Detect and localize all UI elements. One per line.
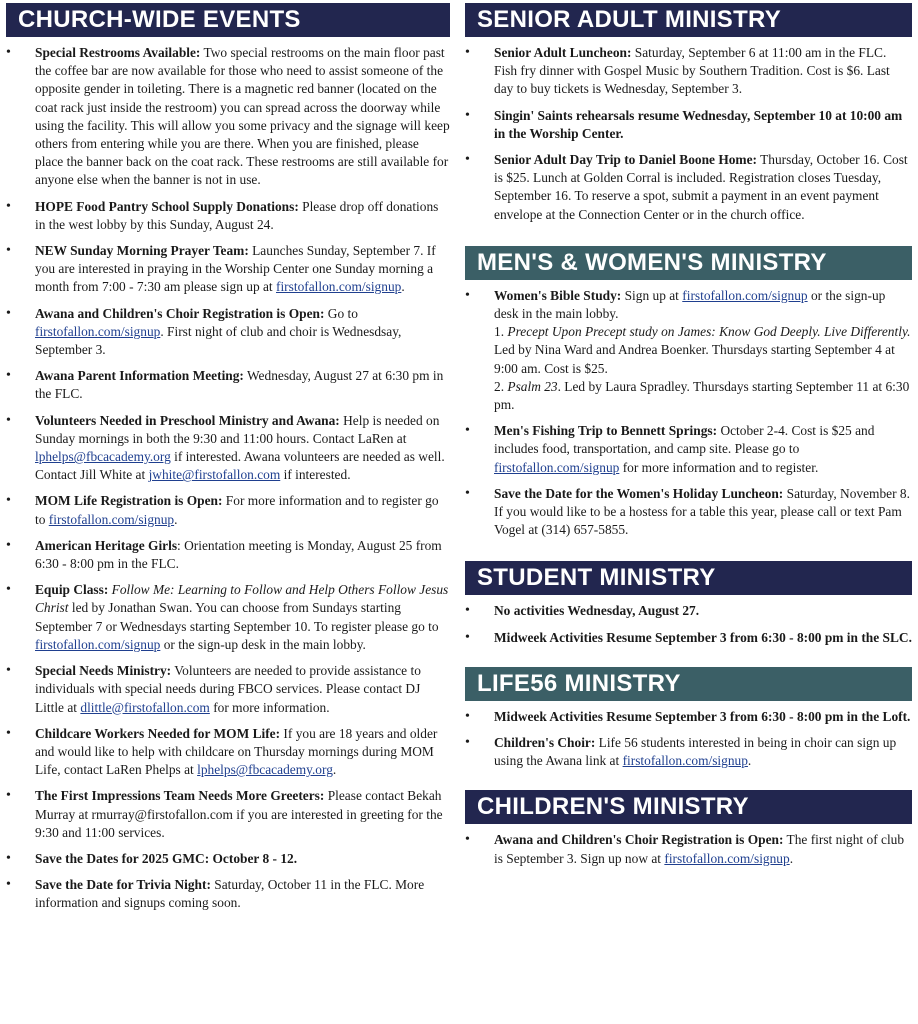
list-item: • Save the Date for Trivia Night: Saturday, October 11 in the FLC. More information and signups coming soon. <box>6 876 450 912</box>
list-item: • Equip Class: Follow Me: Learning to Follow and Help Others Follow Jesus Christ led by Jonathan Swan. You can choose from Sundays starting September 7 or Wednesdays starting September 10. To register please go to firstofallon.com/signup or the sign-up desk in the main lobby. <box>6 581 450 654</box>
list-item: • Singin' Saints rehearsals resume Wednesday, September 10 at 10:00 am in the Worship Center. <box>465 107 912 143</box>
list-item: • Special Needs Ministry: Volunteers are needed to provide assistance to individuals with special needs during FBCO services. Please contact DJ Little at dlittle@firstofallon.com for more information. <box>6 662 450 717</box>
list-item: • Men's Fishing Trip to Bennett Springs: October 2-4. Cost is $25 and includes food, transportation, and camp site. Please go to firstofallon.com/signup for more information and to register. <box>465 422 912 477</box>
list-item: • Awana and Children's Choir Registration is Open: Go to firstofallon.com/signup. First night of club and choir is Wednesdsay, September 3. <box>6 305 450 360</box>
student-list <box>465 602 912 646</box>
church-wide-events-header: CHURCH-WIDE EVENTS <box>6 3 450 37</box>
mens-womens-list <box>465 287 912 540</box>
list-item: • Childcare Workers Needed for MOM Life: If you are 18 years and older and would like to help with childcare on Thursday mornings during MOM Life, contact LaRen Phelps at lphelps@fbcacademy.org. <box>6 725 450 780</box>
list-item: • Midweek Activities Resume September 3 from 6:30 - 8:00 pm in the Loft. <box>465 708 912 726</box>
signup-link[interactable]: firstofallon.com/signup <box>48 511 175 527</box>
senior-adult-ministry-header: SENIOR ADULT MINISTRY <box>465 3 912 37</box>
childrens-list <box>465 831 912 867</box>
life56-ministry-header: LIFE56 MINISTRY <box>465 667 912 701</box>
church-wide-events-list <box>6 44 450 913</box>
list-item: • Special Restrooms Available: Two special restrooms on the main floor past the coffee bar are now available for those who need to assist someone of the opposite gender in toileting. There is a magnetic red banner (located on the coat rack just inside the restroom) you can spread across the doorway while using the facility. This will allow you some privacy and the signage will keep others from entering while you are there. When you are finished, please place the banner back on the coat rack. These restrooms are still available for anyone else when the banner is not in use. <box>6 44 450 190</box>
list-item: • Volunteers Needed in Preschool Ministry and Awana: Help is needed on Sunday mornings in both the 9:30 and 11:00 hours. Contact LaRen at lphelps@fbcacademy.org if interested. Awana volunteers are needed as well. Contact Jill White at jwhite@firstofallon.com if interested. <box>6 412 450 485</box>
signup-link[interactable]: firstofallon.com/signup <box>664 850 790 866</box>
list-item: • Senior Adult Day Trip to Daniel Boone Home: Thursday, October 16. Cost is $25. Lunch at Golden Corral is included. Registration closes Tuesday, September 16. To reserve a spot, submit a payment in an event payment envelope at the Connection Center or in the church office. <box>465 151 912 224</box>
list-item: • Senior Adult Luncheon: Saturday, September 6 at 11:00 am in the FLC. Fish fry dinner with Gospel Music by Southern Tradition. Cost is $6. Last day to buy tickets is Wednesday, September 3. <box>465 44 912 99</box>
senior-adult-list <box>465 44 912 224</box>
list-item: • MOM Life Registration is Open: For more information and to register go to firstofallon.com/signup. <box>6 492 450 528</box>
email-link-dlittle[interactable]: dlittle@firstofallon.com <box>80 699 210 715</box>
ministries-column <box>465 3 912 868</box>
signup-link[interactable]: firstofallon.com/signup <box>35 323 161 339</box>
list-item: • Children's Choir: Life 56 students interested in being in choir can sign up using the Awana link at firstofallon.com/signup. <box>465 734 912 770</box>
life56-list <box>465 708 912 771</box>
email-link-lphelps[interactable]: lphelps@fbcacademy.org <box>197 762 333 778</box>
email-link-lphelps[interactable]: lphelps@fbcacademy.org <box>35 449 171 465</box>
signup-link[interactable]: firstofallon.com/signup <box>35 636 161 652</box>
list-item: • Save the Date for the Women's Holiday Luncheon: Saturday, November 8. If you would like to be a hostess for a table this year, please call or text Pam Vogel at (314) 657-5855. <box>465 485 912 540</box>
email-link-jwhite[interactable]: jwhite@firstofallon.com <box>148 467 281 483</box>
signup-link[interactable]: firstofallon.com/signup <box>622 753 748 769</box>
list-item: • Awana and Children's Choir Registration is Open: The first night of club is September 3. Sign up now at firstofallon.com/signup. <box>465 831 912 867</box>
signup-link[interactable]: firstofallon.com/signup <box>682 287 808 303</box>
signup-link[interactable]: firstofallon.com/signup <box>276 279 402 295</box>
list-item: • Awana Parent Information Meeting: Wednesday, August 27 at 6:30 pm in the FLC. <box>6 367 450 403</box>
signup-link[interactable]: firstofallon.com/signup <box>494 459 620 475</box>
list-item: • Save the Dates for 2025 GMC: October 8 - 12. <box>6 850 450 868</box>
student-ministry-header: STUDENT MINISTRY <box>465 561 912 595</box>
list-item: • No activities Wednesday, August 27. <box>465 602 912 620</box>
list-item: • Women's Bible Study: Sign up at firstofallon.com/signup or the sign-up desk in the main lobby. 1. Precept Upon Precept study on James: Know God Deeply. Live Differently. Led by Nina Ward and Andrea Boenker. Thursdays starting September 4 at 9:00 am. Cost is $25. 2. Psalm 23. Led by Laura Spradley. Thursdays starting September 11 at 6:30 pm. <box>465 287 912 414</box>
list-item: • The First Impressions Team Needs More Greeters: Please contact Bekah Murray at rmurray@firstofallon.com if you are interested in greeting for the 9:30 and 11:00 services. <box>6 787 450 842</box>
mens-womens-ministry-header: MEN'S & WOMEN'S MINISTRY <box>465 246 912 280</box>
list-item: • NEW Sunday Morning Prayer Team: Launches Sunday, September 7. If you are interested in praying in the Worship Center one Sunday morning a month from 7:00 - 7:30 am please sign up at firstofallon.com/signup. <box>6 242 450 297</box>
list-item: • HOPE Food Pantry School Supply Donations: Please drop off donations in the west lobby by this Sunday, August 24. <box>6 198 450 234</box>
childrens-ministry-header: CHILDREN'S MINISTRY <box>465 790 912 824</box>
list-item: • American Heritage Girls: Orientation meeting is Monday, August 25 from 6:30 - 8:00 pm in the FLC. <box>6 537 450 573</box>
list-item: • Midweek Activities Resume September 3 from 6:30 - 8:00 pm in the SLC. <box>465 629 912 647</box>
church-wide-events-column <box>6 3 450 913</box>
